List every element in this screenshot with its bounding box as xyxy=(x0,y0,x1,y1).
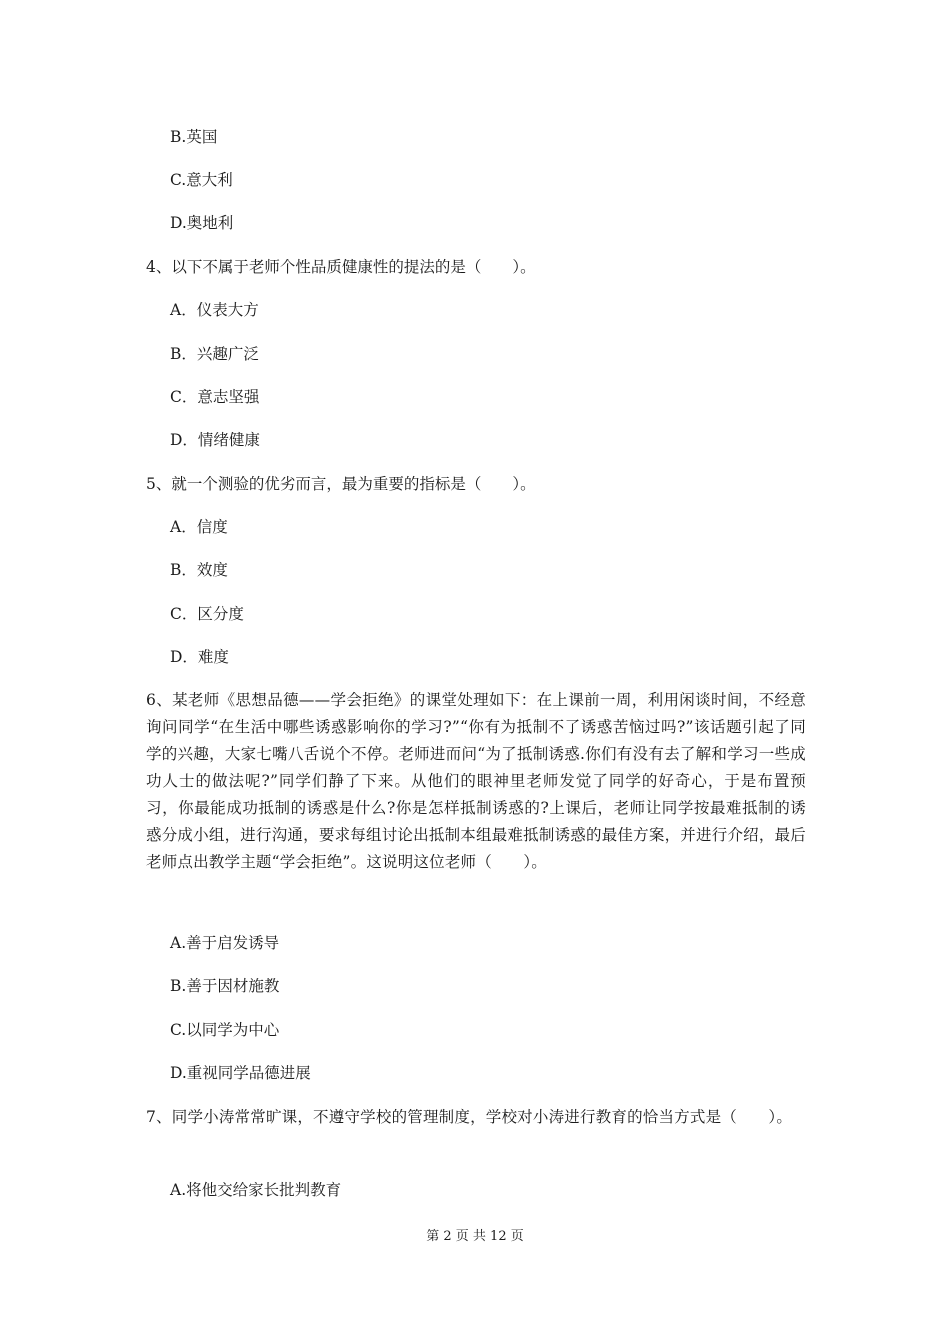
q5-option-b: B．效度 xyxy=(170,561,228,579)
q4-stem: 4、以下不属于老师个性品质健康性的提法的是（ ）。 xyxy=(146,258,536,276)
q5-option-a: A．信度 xyxy=(170,518,228,536)
page-footer: 第 2 页 共 12 页 xyxy=(426,1229,524,1244)
q6-option-d: D.重视同学品德进展 xyxy=(170,1064,311,1082)
q3-option-d: D.奥地利 xyxy=(170,214,234,232)
q5-option-d: D．难度 xyxy=(170,648,229,666)
q7-stem: 7、同学小涛常常旷课，不遵守学校的管理制度，学校对小涛进行教育的恰当方式是（ ）。 xyxy=(146,1108,793,1126)
q4-option-d: D．情绪健康 xyxy=(170,431,260,449)
q4-option-a: A．仪表大方 xyxy=(170,301,259,319)
q4-option-b: B．兴趣广泛 xyxy=(170,345,259,363)
q4-option-c: C．意志坚强 xyxy=(170,388,260,406)
q6-option-b: B.善于因材施教 xyxy=(170,977,280,995)
q7-option-a: A.将他交给家长批判教育 xyxy=(170,1181,342,1199)
q6-stem: 6、某老师《思想品德——学会拒绝》的课堂处理如下：在上课前一周，利用闲谈时间，不经意询问同学“在生活中哪些诱惑影响你的学习?”“你有为抵制不了诱惑苦恼过吗?”该话题引起了同学的兴趣，大家七嘴八舌说个不停。老师进而问“为了抵制诱惑.你们有没有去了解和学习一些成功人士的做法呢?”同学们静了下来。从他们的眼神里老师发觉了同学的好奇心，于是布置预习，你最能成功抵制的诱惑是什么?你是怎样抵制诱惑的?上课后，老师让同学按最难抵制的诱惑分成小组，进行沟通，要求每组讨论出抵制本组最难抵制诱惑的最佳方案，并进行介绍，最后老师点出教学主题“学会拒绝”。这说明这位老师（ ）。 xyxy=(146,691,806,871)
q6-option-a: A.善于启发诱导 xyxy=(170,934,280,952)
q5-stem: 5、就一个测验的优劣而言，最为重要的指标是（ ）。 xyxy=(146,475,536,493)
q6-option-c: C.以同学为中心 xyxy=(170,1021,280,1039)
q5-option-c: C．区分度 xyxy=(170,605,244,623)
q3-option-b: B.英国 xyxy=(170,128,218,146)
q3-option-c: C.意大利 xyxy=(170,171,233,189)
